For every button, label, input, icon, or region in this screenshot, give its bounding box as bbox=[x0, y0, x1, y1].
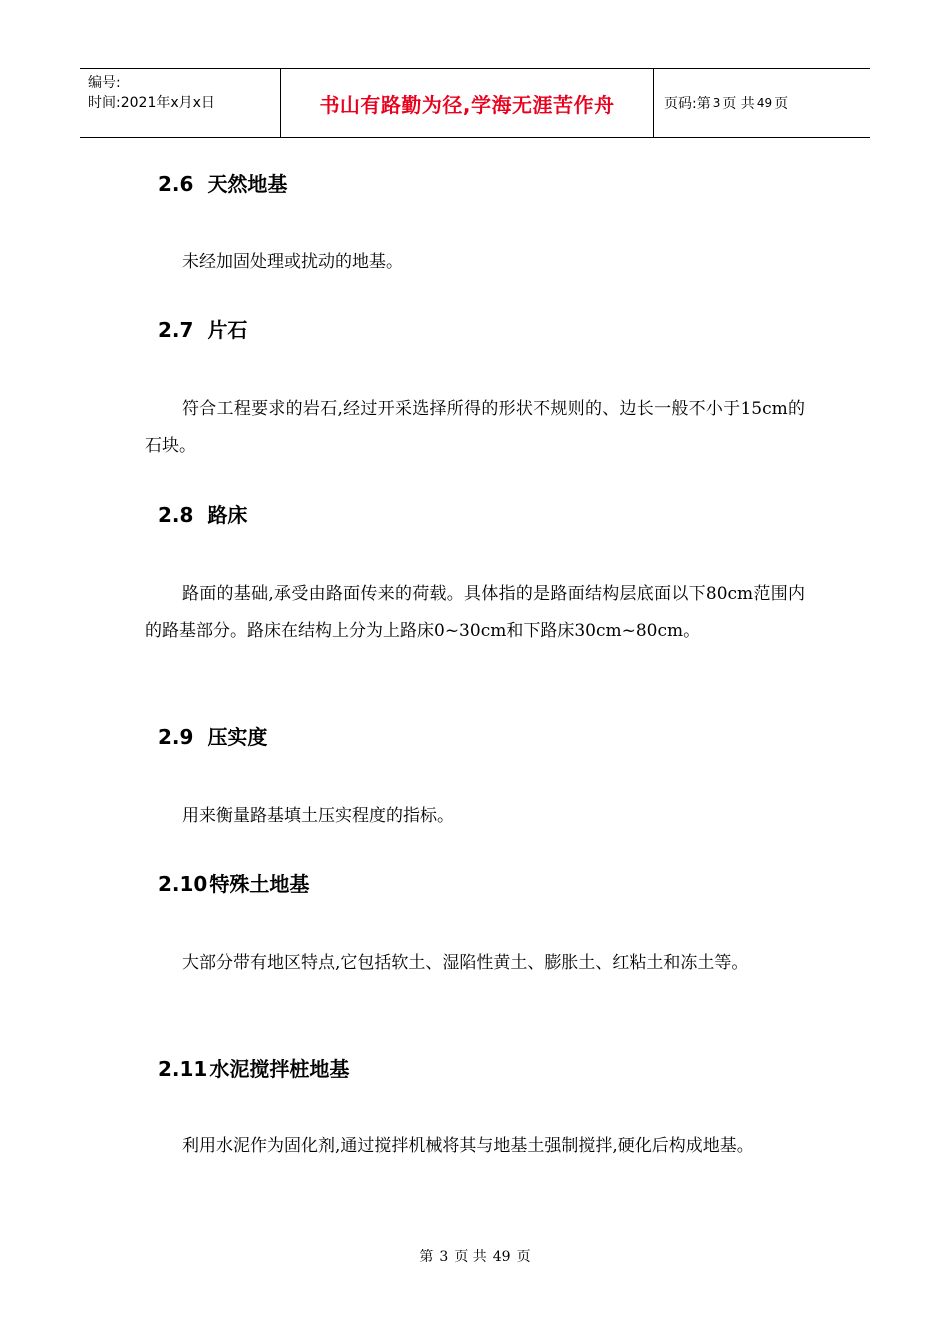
footer-page-current: 3 bbox=[439, 1249, 449, 1265]
section-heading bbox=[158, 872, 309, 896]
section-body: 符合工程要求的岩石,经过开采选择所得的形状不规则的、边长一般不小于15cm的石块。 bbox=[145, 399, 805, 456]
section-number: 2.7 bbox=[158, 318, 194, 342]
section-body: 用来衡量路基填土压实程度的指标。 bbox=[182, 806, 454, 826]
section-number: 2.6 bbox=[158, 172, 194, 196]
header-page-mid: 页 共 bbox=[722, 96, 755, 112]
section-title: 水泥搅拌桩地基 bbox=[209, 1057, 350, 1081]
section-title: 片石 bbox=[207, 318, 248, 342]
header-page-info bbox=[654, 69, 870, 137]
section-heading bbox=[158, 172, 287, 196]
section-number: 2.10 bbox=[158, 872, 208, 896]
section-number: 2.11 bbox=[158, 1057, 208, 1081]
footer-suffix: 页 bbox=[516, 1249, 531, 1265]
section-title: 路床 bbox=[207, 503, 248, 527]
section-heading bbox=[158, 503, 247, 527]
section-heading bbox=[158, 318, 247, 342]
page-header bbox=[80, 68, 870, 138]
section-body: 利用水泥作为固化剂,通过搅拌机械将其与地基土强制搅拌,硬化后构成地基。 bbox=[182, 1136, 754, 1156]
header-meta-cell bbox=[80, 69, 281, 137]
section-heading bbox=[158, 725, 267, 749]
section-title: 天然地基 bbox=[207, 172, 288, 196]
section-number: 2.8 bbox=[158, 503, 194, 527]
section-body: 未经加固处理或扰动的地基。 bbox=[182, 252, 403, 272]
header-page-suffix: 页 bbox=[774, 96, 789, 112]
header-page-prefix: 页码:第 bbox=[664, 96, 711, 112]
section-title: 特殊土地基 bbox=[209, 872, 310, 896]
section-heading bbox=[158, 1057, 349, 1081]
header-page-current: 3 bbox=[712, 96, 721, 110]
section-body: 路面的基础,承受由路面传来的荷载。具体指的是路面结构层底面以下80cm范围内的路基部分。路床在结构上分为上路床0~30cm和下路床30cm~80cm。 bbox=[145, 584, 805, 641]
header-page-total: 49 bbox=[756, 96, 773, 110]
document-number-label: 编号: bbox=[88, 75, 121, 91]
footer-prefix: 第 bbox=[419, 1249, 434, 1265]
section-body: 大部分带有地区特点,它包括软土、湿陷性黄土、膨胀土、红粘土和冻土等。 bbox=[182, 953, 749, 973]
page-footer bbox=[0, 1246, 950, 1266]
section-number: 2.9 bbox=[158, 725, 194, 749]
footer-page-total: 49 bbox=[492, 1249, 511, 1265]
footer-mid: 页 共 bbox=[454, 1249, 487, 1265]
header-motto: 书山有路勤为径,学海无涯苦作舟 bbox=[281, 69, 654, 137]
document-date: 时间:2021年x月x日 bbox=[88, 95, 215, 111]
section-title: 压实度 bbox=[207, 725, 268, 749]
